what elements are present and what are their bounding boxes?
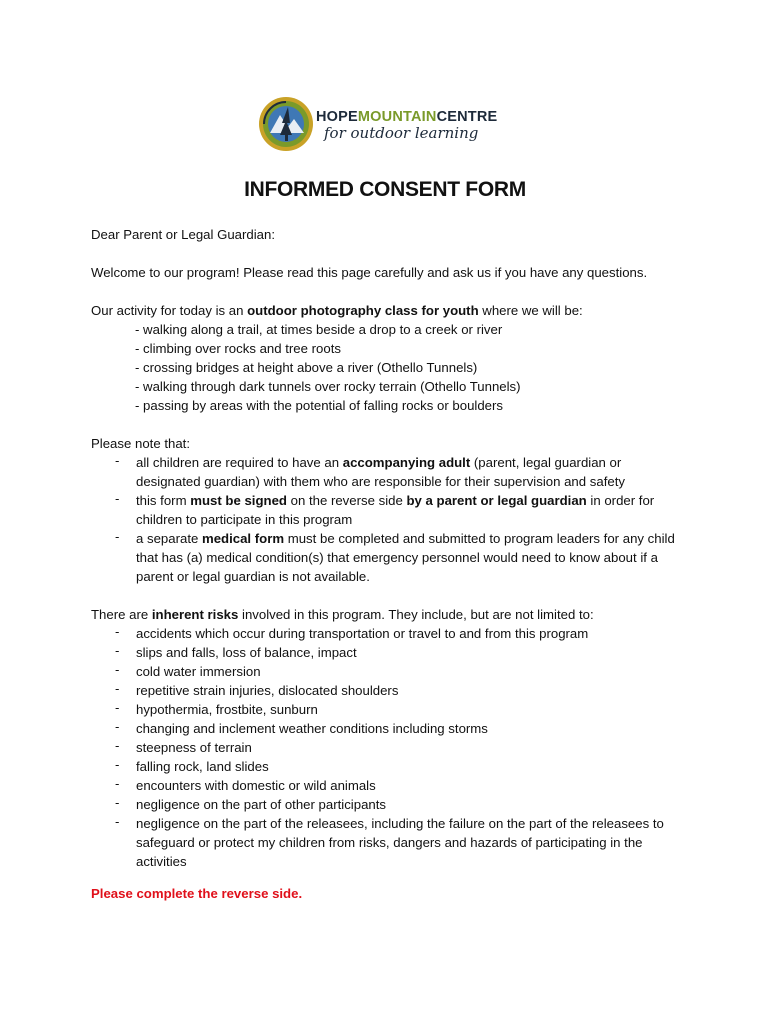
bullet-dash: - [115, 719, 120, 734]
bullet-dash: - [115, 700, 120, 715]
risk-item-text: accidents which occur during transportation or travel to and from this program [136, 626, 589, 641]
risk-item-text: hypothermia, frostbite, sunburn [136, 702, 318, 717]
logo-tagline: for outdoor learning [324, 124, 479, 142]
activity-intro: Our activity for today is an outdoor photography class for youth where we will be: [91, 303, 583, 318]
activity-item: - passing by areas with the potential of falling rocks or boulders [135, 398, 503, 413]
bullet-dash: - [115, 814, 120, 829]
risk-item-text: slips and falls, loss of balance, impact [136, 645, 357, 660]
logo-emblem-icon [258, 93, 314, 157]
bullet-dash: - [115, 795, 120, 810]
risk-item-text: steepness of terrain [136, 740, 252, 755]
complete-reverse-note: Please complete the reverse side. [91, 886, 303, 901]
hope-mountain-centre-logo [258, 93, 528, 157]
bullet-dash: - [115, 453, 120, 468]
risk-item-text: negligence on the part of the releasees, including the failure on the part of the releasees to safeguard or protect my children from risks, dangers and hazards of participating in the activities [136, 816, 664, 869]
page-title: INFORMED CONSENT FORM [244, 178, 526, 201]
risk-item-text: repetitive strain injuries, dislocated shoulders [136, 683, 399, 698]
note-item-text: this form must be signed on the reverse side by a parent or legal guardian in order for children to participate in this program [136, 493, 655, 527]
bullet-dash: - [115, 681, 120, 696]
activity-item: - walking through dark tunnels over rocky terrain (Othello Tunnels) [135, 379, 521, 394]
risk-item-text: cold water immersion [136, 664, 261, 679]
bullet-dash: - [115, 643, 120, 658]
bullet-dash: - [115, 738, 120, 753]
bullet-dash: - [115, 776, 120, 791]
risks-intro: There are inherent risks involved in this program. They include, but are not limited to: [91, 607, 594, 622]
risk-item-text: encounters with domestic or wild animals [136, 778, 376, 793]
bullet-dash: - [115, 529, 120, 544]
risk-item-text: changing and inclement weather conditions including storms [136, 721, 488, 736]
activity-item: - crossing bridges at height above a river (Othello Tunnels) [135, 360, 478, 375]
salutation: Dear Parent or Legal Guardian: [91, 227, 276, 242]
note-heading: Please note that: [91, 436, 190, 451]
logo-brand-text: HOPEMOUNTAINCENTRE [316, 109, 498, 125]
risk-item-text: falling rock, land slides [136, 759, 269, 774]
bullet-dash: - [115, 491, 120, 506]
activity-item: - climbing over rocks and tree roots [135, 341, 341, 356]
bullet-dash: - [115, 624, 120, 639]
note-item-text: a separate medical form must be completed and submitted to program leaders for any child that has (a) medical condition(s) that emergency personnel would need to know about if a parent or legal guardian is not available. [136, 531, 675, 584]
note-item-text: all children are required to have an accompanying adult (parent, legal guardian or designated guardian) with them who are responsible for their supervision and safety [136, 455, 625, 489]
bullet-dash: - [115, 757, 120, 772]
bullet-dash: - [115, 662, 120, 677]
activity-item: - walking along a trail, at times beside a drop to a creek or river [135, 322, 503, 337]
risk-item-text: negligence on the part of other participants [136, 797, 386, 812]
welcome-text: Welcome to our program! Please read this page carefully and ask us if you have any questions. [91, 265, 648, 280]
